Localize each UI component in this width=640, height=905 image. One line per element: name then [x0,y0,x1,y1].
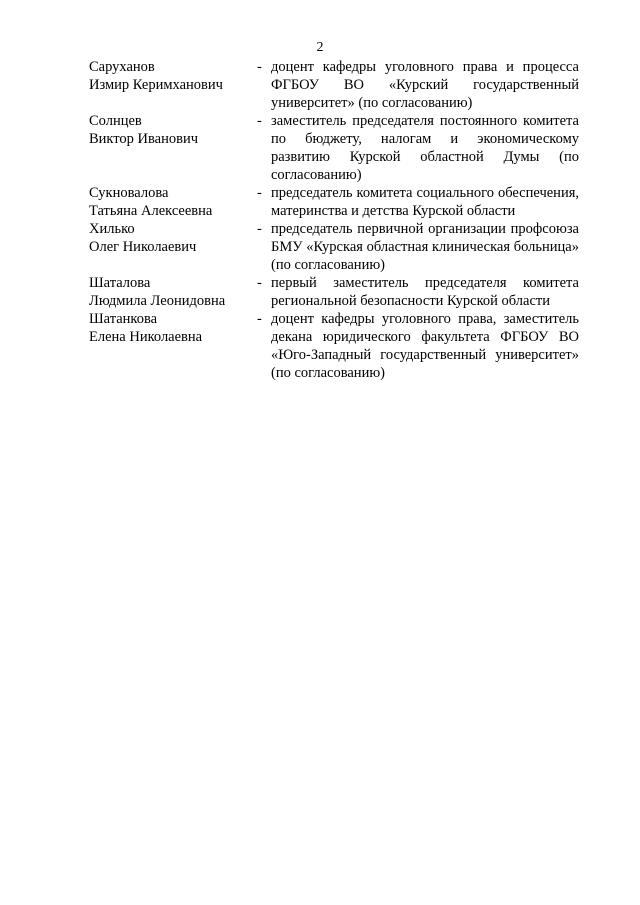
member-name [89,112,257,148]
member-role: доцент кафедры уголовного права, заместитель декана юридического факультета ФГБОУ ВО «Юго-Западный государственный университет» (по согласованию) [271,311,579,381]
member-surname: Солнцев [89,113,142,129]
page-number: 2 [316,40,324,55]
dash-separator: - [257,59,262,75]
member-entry [89,184,579,220]
member-name [89,274,257,310]
member-name [89,310,257,346]
member-given-name: Виктор Иванович [89,131,199,147]
member-entry [89,112,579,184]
member-given-name: Олег Николаевич [89,239,197,255]
member-entry [89,220,579,274]
member-name [89,58,257,94]
member-role: доцент кафедры уголовного права и процесса ФГБОУ ВО «Курский государственный университет» (по согласованию) [271,59,579,111]
member-given-name: Елена Николаевна [89,329,203,345]
member-name [89,184,257,220]
member-entry [89,310,579,382]
dash-separator: - [257,275,262,291]
dash-separator: - [257,221,262,237]
member-entry [89,274,579,310]
member-given-name: Татьяна Алексеевна [89,203,213,219]
member-role: председатель комитета социального обеспечения, материнства и детства Курской области [271,185,579,219]
member-list [89,58,579,382]
dash-separator: - [257,113,262,129]
member-surname: Сукновалова [89,185,169,201]
member-name [89,220,257,256]
member-role: председатель первичной организации профсоюза БМУ «Курская областная клиническая больница» (по согласованию) [271,221,579,273]
member-surname: Саруханов [89,59,155,75]
member-surname: Шаталова [89,275,151,291]
member-role: первый заместитель председателя комитета региональной безопасности Курской области [271,275,579,309]
member-given-name: Людмила Леонидовна [89,293,226,309]
dash-separator: - [257,185,262,201]
dash-separator: - [257,311,262,327]
member-given-name: Измир Керимханович [89,77,223,93]
member-surname: Хилько [89,221,135,237]
member-entry [89,58,579,112]
member-role: заместитель председателя постоянного комитета по бюджету, налогам и экономическому развитию Курской областной Думы (по согласованию) [271,113,579,183]
member-surname: Шатанкова [89,311,158,327]
